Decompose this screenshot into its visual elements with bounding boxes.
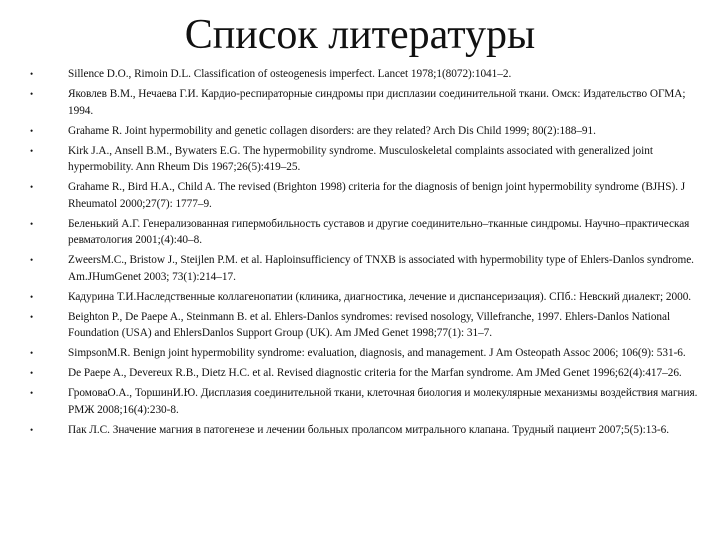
reference-item [28,216,698,249]
reference-item [28,385,698,418]
bullet-icon: • [30,388,34,398]
reference-item [28,289,698,306]
bullet-icon: • [30,424,34,435]
reference-item [28,309,698,342]
reference-list [28,66,698,442]
reference-text: ZweersM.C., Bristow J., Steijlen P.M. et al. Haploinsufficiency of TNXB is associated with hypermobility type of Ehlers-Danlos syndrome. Am.JHumGenet 2003; 73(1):214–17. [68,254,694,283]
reference-item [28,252,698,285]
reference-text: ГромоваО.А., ТоршинИ.Ю. Дисплазия соединительной ткани, клеточная биология и молекулярные механизмы воздействия магния. РМЖ 2008;16(4):230-8. [68,387,698,416]
bullet-icon: • [30,311,34,322]
reference-text: Grahame R. Joint hypermobility and genetic collagen disorders: are they related? Arch Dis Child 1999; 80(2):188–91. [68,124,596,137]
reference-item [28,143,698,176]
bullet-icon: • [30,348,34,358]
reference-item [28,86,698,119]
bullet-icon: • [30,291,34,302]
reference-text: Sillence D.O., Rimoin D.L. Classification of osteogenesis imperfect. Lancet 1978;1(8072):1041–2. [68,68,512,80]
reference-text: Grahame R., Bird H.A., Child A. The revised (Brighton 1998) criteria for the diagnosis of benign joint hypermobility syndrome (BJHS). J Rheumatol 2000;27(7): 1777–9. [68,181,686,210]
reference-item [28,365,698,382]
reference-text: Беленький А.Г. Генерализованная гипермобильность суставов и другие соединительно–тканные синдромы. Научно–практическая ревматология 2001;(4):40–8. [68,217,690,246]
reference-item [28,123,698,140]
slide-title: Список литературы [184,12,536,58]
reference-text: Кадурина Т.И.Наследственные коллагенопатии (клиника, диагностика, лечение и диспансеризация). СПб.: Невский диалект; 2000. [68,290,692,303]
reference-text: De Paepe A., Devereux R.B., Dietz H.C. et al. Revised diagnostic criteria for the Marfan syndrome. Am JMed Genet 1996;62(4):417–26. [68,367,682,379]
reference-text: SimpsonM.R. Benign joint hypermobility syndrome: evaluation, diagnosis, and management. J Am Osteopath Assoc 2006; 106(9): 531-6. [68,347,686,359]
reference-item [28,422,698,439]
bullet-icon: • [30,182,34,192]
reference-text: Яковлев В.М., Нечаева Г.И. Кардио-респираторные синдромы при дисплазии соединительной ткани. Омск: Издательство ОГМА; 1994. [68,88,686,117]
reference-text: Пак Л.С. Значение магния в патогенезе и лечении больных пролапсом митрального клапана. Трудный пациент 2007;5(5):13-6. [68,423,669,436]
bullet-icon: • [30,125,34,136]
reference-text: Beighton P., De Paepe A., Steinmann B. et al. Ehlers-Danlos syndromes: revised nosology, Villefranche, 1997. Ehlers-Danlos National Foundation (USA) and EhlersDanlos Support Group (UK). Am JMed Genet 1998;77(1): 31–7. [68,310,671,339]
reference-item [28,345,698,362]
bullet-icon: • [30,368,34,378]
reference-text: Kirk J.A., Ansell B.M., Bywaters E.G. The hypermobility syndrome. Musculoskeletal complaints associated with generalized joint hypermobility. Ann Rheum Dis 1967;26(5):419–25. [68,144,653,173]
reference-item [28,179,698,212]
bullet-icon: • [30,218,34,229]
bullet-icon: • [30,89,34,99]
bullet-icon: • [30,145,34,156]
bullet-icon: • [30,255,34,265]
reference-item [28,66,698,83]
bullet-icon: • [30,69,34,79]
